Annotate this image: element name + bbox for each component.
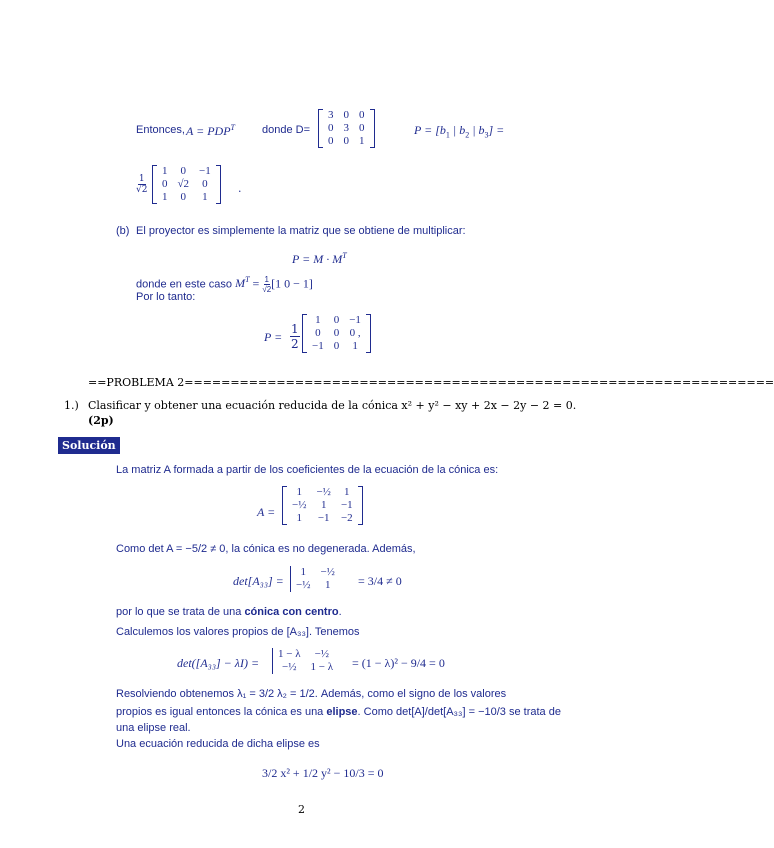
matrix-d-cell: 0 (328, 122, 334, 134)
char-matrix-cell: 1 − λ (310, 661, 334, 673)
matrix-projector-cell: 1 (315, 314, 321, 326)
matrix-projector-cell: 0 , (349, 327, 361, 339)
matrix-p-cell: √2 (177, 178, 190, 190)
det-a33-row (291, 579, 340, 592)
matrix-projector-cell: −1 (349, 314, 361, 326)
matrix-d-cell: 0 (359, 122, 365, 134)
matrix-d-cell: 3 (343, 122, 349, 134)
eq-a-pdpt: $A = PDP^T$ (186, 123, 235, 138)
char-poly-label: det([A₃₃] − λI) = (177, 656, 260, 670)
matrix-projector-cell: 0 (333, 327, 340, 339)
matrix-d (318, 109, 375, 148)
char-matrix-cell: 1 − λ (278, 648, 301, 660)
page-number: 2 (298, 803, 305, 816)
matrix-a-row (287, 499, 358, 512)
reduced-equation: 3/2 x² + 1/2 y² − 10/3 = 0 (262, 766, 384, 780)
matrix-p (152, 165, 221, 204)
det-line: Como det A = −5/2 ≠ 0, la cónica es no degenerada. Además, (116, 543, 416, 555)
por-lo-tanto: Por lo tanto: (136, 291, 196, 303)
matrix-a-label: A = (257, 505, 276, 519)
period: . (238, 182, 242, 195)
matrix-p-row (157, 178, 216, 191)
matrix-d-cell: 3 (328, 109, 334, 121)
det-a33-cell: −½ (320, 566, 335, 578)
matrix-a-row (287, 486, 358, 499)
det-a33-matrix (290, 566, 340, 592)
resolviendo-line-1: Resolviendo obtenemos λ₁ = 3/2 λ₂ = 1/2. Además, como el signo de los valores (116, 688, 507, 700)
formula-p-mmt: $P = M \cdot M^T$ (292, 251, 347, 266)
matrix-a-row (287, 512, 358, 525)
problem-points: (2p) (88, 414, 114, 427)
matrix-projector-row (307, 314, 366, 327)
det-a33-result: = 3/4 ≠ 0 (358, 574, 402, 588)
matrix-a-cell: 1 (320, 499, 327, 511)
matrix-a-cell: 1 (296, 486, 302, 498)
problem-number: 1.) (64, 399, 79, 412)
char-matrix-row (273, 661, 338, 674)
matrix-p-cell: 1 (162, 191, 168, 203)
matrix-d-cell: 0 (359, 109, 365, 121)
matrix-p-cell: 0 (162, 178, 168, 190)
matrix-d-cell: 0 (328, 135, 334, 147)
matrix-d-row (323, 109, 370, 122)
matrix-a-cell: −2 (340, 512, 353, 524)
matrix-projector-cell: −1 (312, 340, 324, 352)
det-a33-cell: 1 (324, 579, 331, 591)
conclusion-text: por lo que se trata de una cónica con centro. (116, 606, 342, 618)
resolviendo-line-2: propios es igual entonces la cónica es una elipse. Como det[A]/det[A₃₃] = −10/3 se trata de (116, 706, 561, 718)
det-a33-cell: −½ (296, 579, 311, 591)
p-eq-label: P = (264, 330, 283, 344)
det-a33-row (291, 566, 340, 579)
matrix-p-cell: 1 (202, 191, 208, 203)
matrix-p-cell: 0 (202, 178, 208, 190)
solution-intro: La matriz A formada a partir de los coeficientes de la ecuación de la cónica es: (116, 464, 499, 476)
problema-header: ==PROBLEMA 2================================================================ (88, 376, 774, 389)
donde-caso-text: donde en este caso $M^T$ = $\frac{1}{√2}$ [1 0 − 1] (136, 275, 313, 294)
matrix-d-cell: 0 (343, 135, 349, 147)
matrix-projector (302, 314, 371, 353)
entonces-text: Entonces, (136, 124, 185, 136)
matrix-p-cell: 0 (180, 191, 187, 203)
matrix-d-cell: 0 (343, 109, 349, 121)
matrix-a-cell: 1 (296, 512, 302, 524)
char-matrix-cell: −½ (314, 648, 330, 660)
matrix-projector-row (307, 340, 366, 353)
char-matrix (272, 648, 338, 674)
donde-d-text: donde D= (262, 124, 311, 136)
matrix-projector-cell: 0 (315, 327, 321, 339)
p-columns-eq: $P = [b_1$ | $b_2$ | $b_3$] = (414, 123, 505, 140)
matrix-a-cell: −½ (316, 486, 331, 498)
matrix-d-cell: 1 (359, 135, 365, 147)
matrix-p-row (157, 165, 216, 178)
matrix-projector-cell: 0 (333, 314, 340, 326)
matrix-a-cell: −1 (317, 512, 330, 524)
det-a33-cell: 1 (300, 566, 306, 578)
part-b-text: El proyector es simplemente la matriz que se obtiene de multiplicar: (136, 225, 466, 237)
matrix-a (282, 486, 363, 525)
matrix-projector-cell: 1 (352, 340, 358, 352)
matrix-projector-row (307, 327, 366, 340)
matrix-p-cell: −1 (199, 165, 211, 177)
matrix-a-cell: 1 (344, 486, 350, 498)
matrix-d-row (323, 135, 370, 148)
eigen-intro: Calculemos los valores propios de [A₃₃]. Tenemos (116, 626, 360, 638)
matrix-p-cell: 1 (162, 165, 168, 177)
char-matrix-cell: −½ (282, 661, 297, 673)
char-matrix-row (273, 648, 338, 661)
resolviendo-line-3: una elipse real. (116, 722, 191, 734)
solucion-badge: Solución (58, 437, 120, 454)
reduced-intro: Una ecuación reducida de dicha elipse es (116, 738, 320, 750)
matrix-a-cell: −1 (340, 499, 353, 511)
matrix-a-cell: −½ (292, 499, 307, 511)
frac-one-half: $\frac{1}{2}$ (291, 322, 299, 351)
problem-statement: Clasificar y obtener una ecuación reducida de la cónica x² + y² − xy + 2x − 2y − 2 = 0. (88, 399, 577, 412)
matrix-p-cell: 0 (180, 165, 187, 177)
matrix-projector-cell: 0 (333, 340, 340, 352)
part-b-label: (b) (116, 225, 130, 237)
det-a33-label: det[A₃₃] = (233, 574, 284, 588)
frac-one-over-sqrt2: $\frac{1}{√2}$ (136, 174, 148, 195)
matrix-d-row (323, 122, 370, 135)
matrix-p-row (157, 191, 216, 204)
char-poly-result: = (1 − λ)² − 9/4 = 0 (352, 656, 445, 670)
